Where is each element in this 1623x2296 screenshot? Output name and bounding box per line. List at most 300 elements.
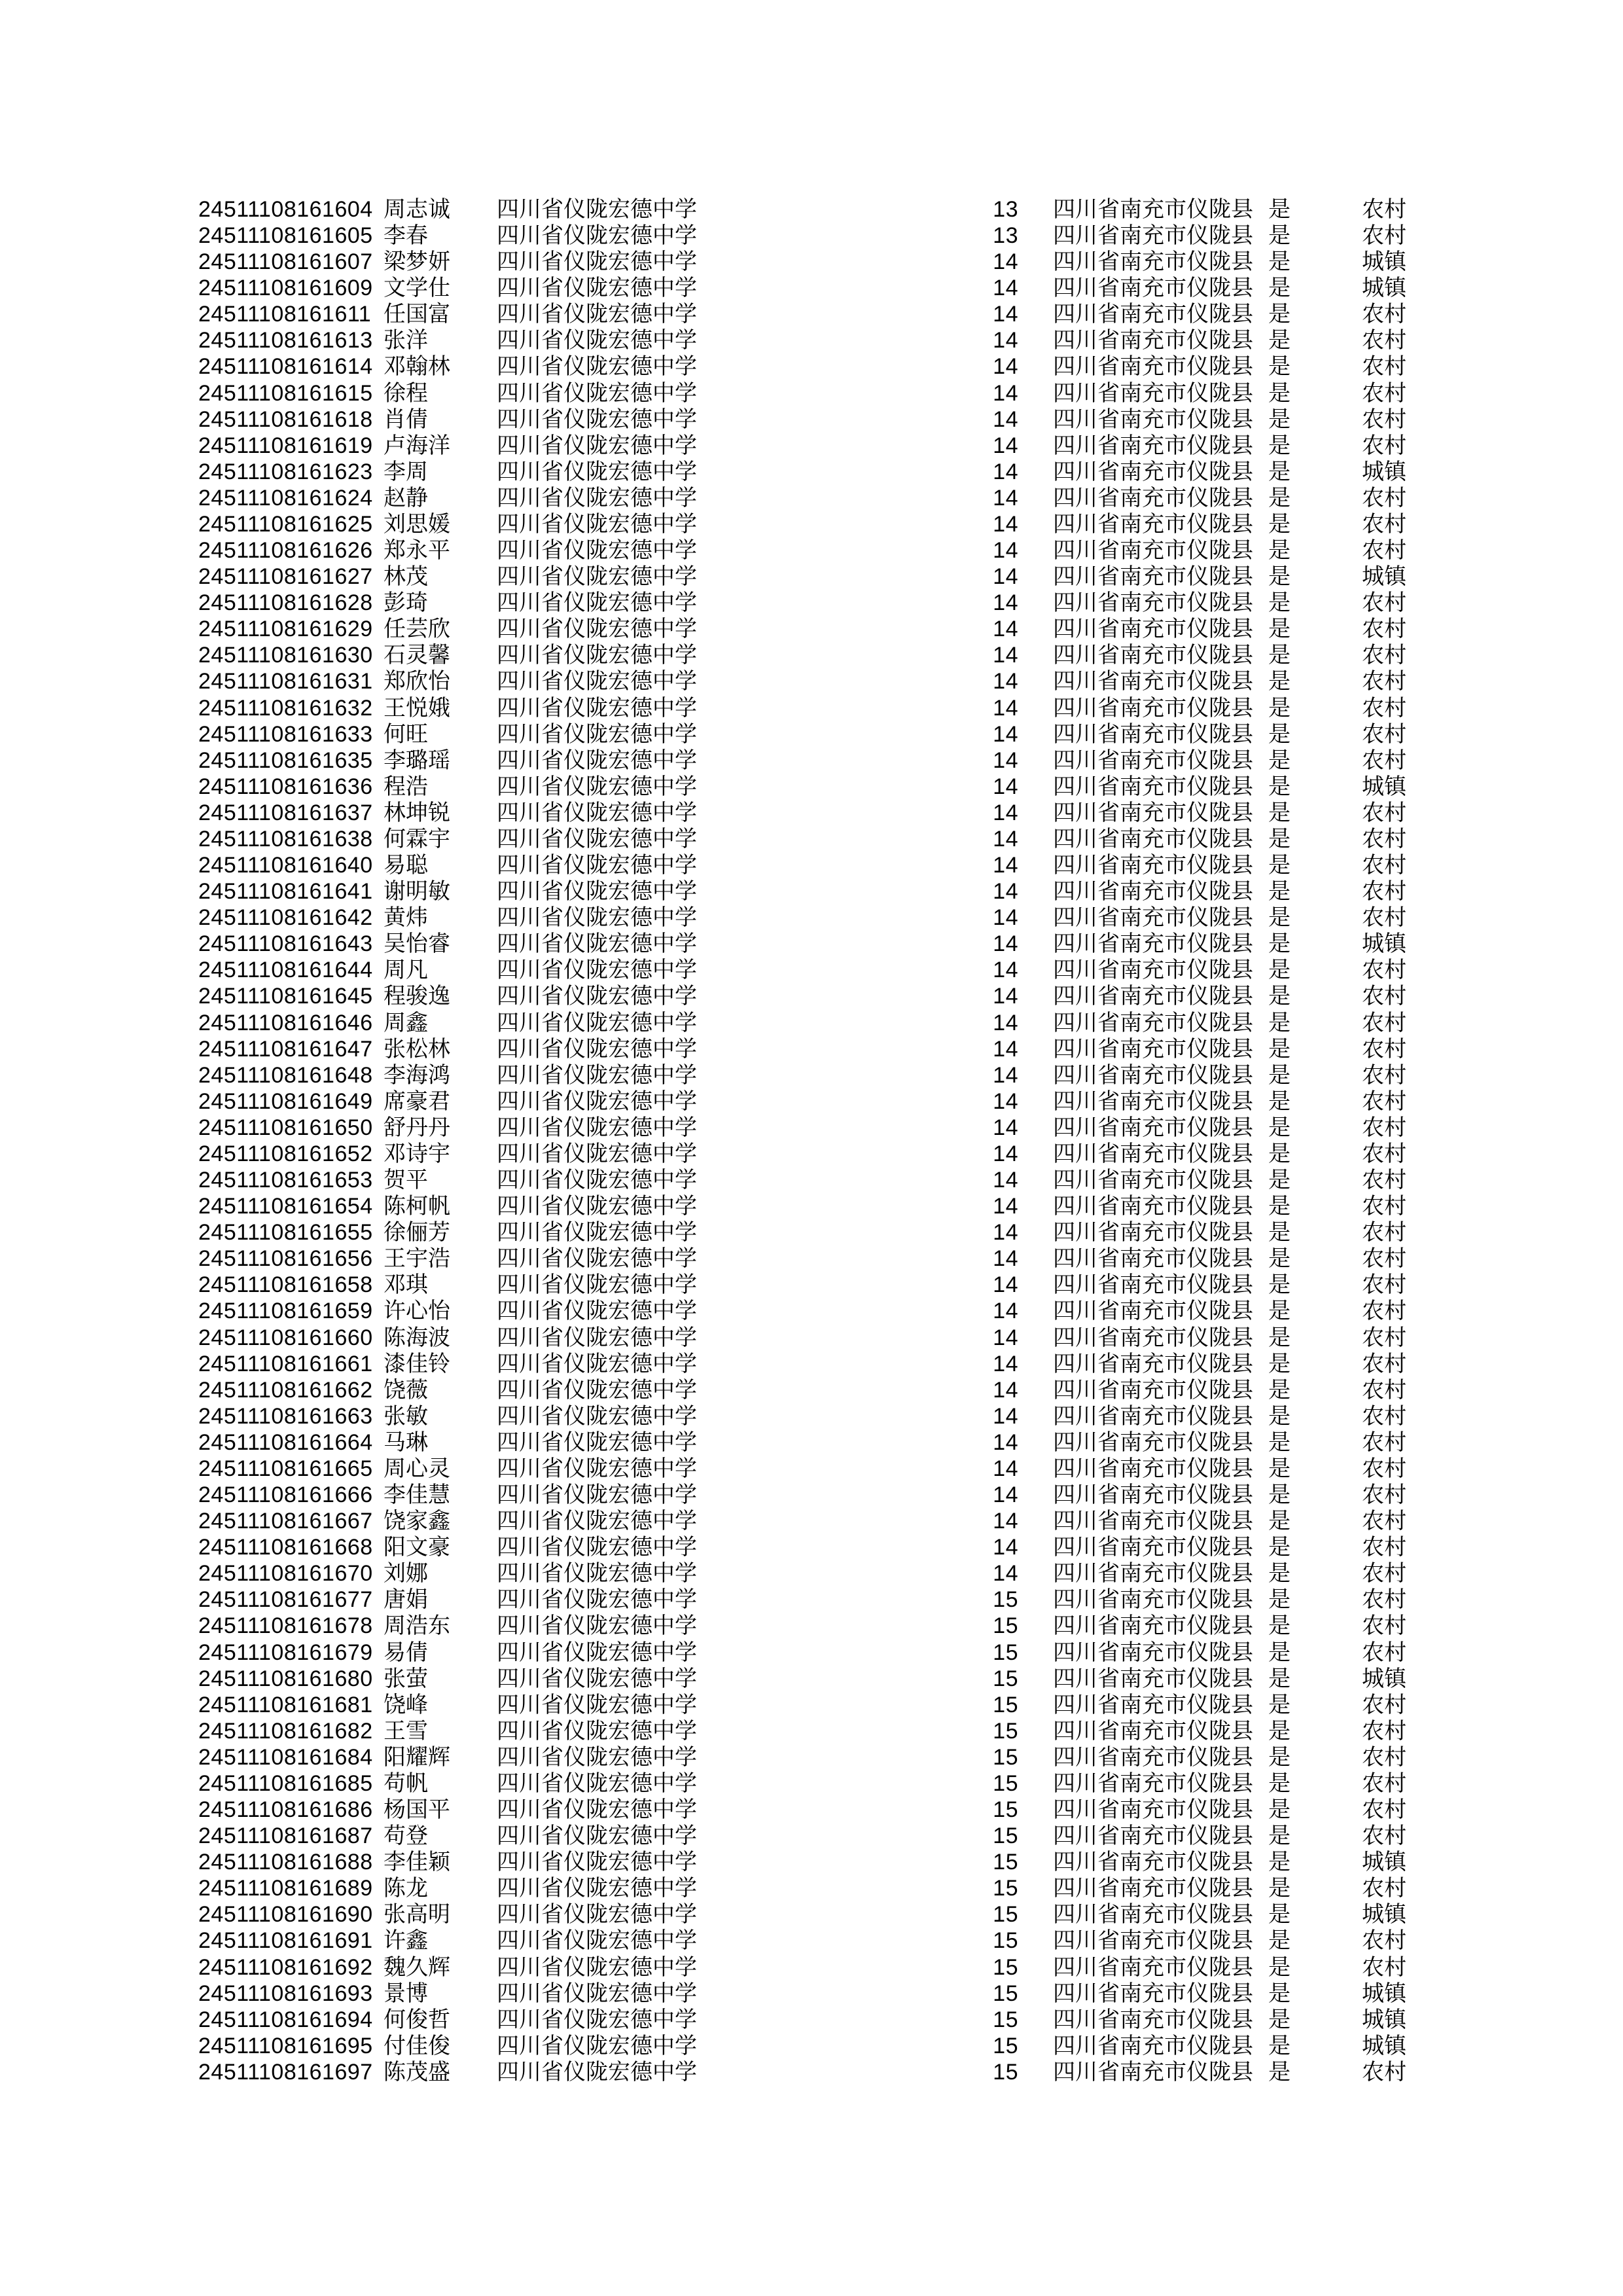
- cell-age: 14: [993, 774, 1018, 799]
- cell-age: 13: [993, 197, 1018, 222]
- table-row: [0, 1954, 1623, 1981]
- table-row: [0, 1744, 1623, 1771]
- table-row: [0, 1456, 1623, 1482]
- cell-student-name: 程骏逸: [383, 983, 450, 1010]
- cell-age: 15: [993, 1744, 1018, 1770]
- cell-school-name: 四川省仪陇宏德中学: [497, 537, 697, 564]
- cell-student-name: 周凡: [383, 957, 428, 984]
- cell-exam-id: 24511108161614: [198, 354, 373, 380]
- cell-district: 四川省南充市仪陇县: [1053, 1088, 1253, 1115]
- cell-student-name: 张松林: [383, 1035, 450, 1062]
- cell-residence-type: 城镇: [1362, 564, 1406, 590]
- cell-school-name: 四川省仪陇宏德中学: [497, 799, 697, 826]
- cell-student-name: 郑永平: [383, 537, 450, 564]
- cell-student-name: 徐俪芳: [383, 1219, 450, 1246]
- cell-student-name: 贺平: [383, 1167, 428, 1194]
- cell-exam-id: 24511108161623: [198, 459, 373, 484]
- cell-residence-type: 农村: [1362, 905, 1406, 931]
- cell-district: 四川省南充市仪陇县: [1053, 484, 1253, 511]
- cell-student-name: 李佳慧: [383, 1482, 450, 1509]
- cell-enrolled-flag: 是: [1268, 1167, 1291, 1194]
- cell-exam-id: 24511108161637: [198, 800, 373, 825]
- cell-student-name: 周心灵: [383, 1455, 450, 1482]
- cell-student-name: 周鑫: [383, 1009, 428, 1036]
- table-row: [0, 2007, 1623, 2034]
- cell-enrolled-flag: 是: [1268, 1350, 1291, 1377]
- cell-enrolled-flag: 是: [1268, 1035, 1291, 1062]
- cell-residence-type: 农村: [1362, 590, 1406, 617]
- cell-enrolled-flag: 是: [1268, 1403, 1291, 1429]
- cell-exam-id: 24511108161648: [198, 1062, 373, 1088]
- cell-exam-id: 24511108161684: [198, 1744, 373, 1770]
- cell-exam-id: 24511108161697: [198, 2059, 373, 2085]
- cell-age: 15: [993, 2059, 1018, 2085]
- cell-school-name: 四川省仪陇宏德中学: [497, 1455, 697, 1482]
- cell-district: 四川省南充市仪陇县: [1053, 353, 1253, 380]
- cell-residence-type: 农村: [1362, 1954, 1406, 1981]
- cell-enrolled-flag: 是: [1268, 1901, 1291, 1928]
- cell-school-name: 四川省仪陇宏德中学: [497, 1508, 697, 1535]
- table-row: [0, 1718, 1623, 1745]
- cell-residence-type: 城镇: [1362, 931, 1406, 958]
- cell-student-name: 易倩: [383, 1639, 428, 1666]
- cell-age: 14: [993, 721, 1018, 747]
- cell-student-name: 陈海波: [383, 1324, 450, 1351]
- cell-school-name: 四川省仪陇宏德中学: [497, 773, 697, 800]
- cell-enrolled-flag: 是: [1268, 1062, 1291, 1088]
- cell-residence-type: 农村: [1362, 1560, 1406, 1587]
- cell-residence-type: 农村: [1362, 1508, 1406, 1535]
- cell-district: 四川省南充市仪陇县: [1053, 1482, 1253, 1509]
- cell-exam-id: 24511108161687: [198, 1823, 373, 1849]
- cell-age: 15: [993, 1587, 1018, 1613]
- table-row: [0, 826, 1623, 853]
- cell-school-name: 四川省仪陇宏德中学: [497, 1324, 697, 1351]
- cell-exam-id: 24511108161691: [198, 1928, 373, 1954]
- cell-age: 14: [993, 1535, 1018, 1560]
- table-row: [0, 1534, 1623, 1561]
- cell-district: 四川省南充市仪陇县: [1053, 537, 1253, 564]
- cell-student-name: 赵静: [383, 484, 428, 511]
- cell-district: 四川省南充市仪陇县: [1053, 1455, 1253, 1482]
- cell-district: 四川省南充市仪陇县: [1053, 931, 1253, 958]
- cell-residence-type: 农村: [1362, 1823, 1406, 1850]
- cell-residence-type: 农村: [1362, 1272, 1406, 1299]
- cell-student-name: 王雪: [383, 1717, 428, 1744]
- cell-school-name: 四川省仪陇宏德中学: [497, 1482, 697, 1509]
- table-row: [0, 1797, 1623, 1823]
- cell-age: 14: [993, 1482, 1018, 1508]
- cell-exam-id: 24511108161640: [198, 853, 373, 878]
- cell-exam-id: 24511108161693: [198, 1981, 373, 2006]
- table-row: [0, 1692, 1623, 1719]
- cell-exam-id: 24511108161685: [198, 1770, 373, 1796]
- table-row: [0, 1088, 1623, 1115]
- table-row: [0, 1928, 1623, 1954]
- cell-age: 14: [993, 1272, 1018, 1298]
- cell-residence-type: 城镇: [1362, 773, 1406, 800]
- cell-exam-id: 24511108161630: [198, 643, 373, 668]
- cell-school-name: 四川省仪陇宏德中学: [497, 1376, 697, 1403]
- cell-enrolled-flag: 是: [1268, 1246, 1291, 1272]
- cell-residence-type: 农村: [1362, 1035, 1406, 1062]
- cell-residence-type: 农村: [1362, 1403, 1406, 1429]
- cell-student-name: 易聪: [383, 852, 428, 879]
- cell-residence-type: 城镇: [1362, 275, 1406, 302]
- cell-enrolled-flag: 是: [1268, 1272, 1291, 1299]
- cell-enrolled-flag: 是: [1268, 432, 1291, 459]
- cell-exam-id: 24511108161644: [198, 958, 373, 983]
- cell-student-name: 林茂: [383, 564, 428, 590]
- cell-enrolled-flag: 是: [1268, 1376, 1291, 1403]
- cell-district: 四川省南充市仪陇县: [1053, 590, 1253, 617]
- cell-district: 四川省南充市仪陇县: [1053, 1587, 1253, 1613]
- cell-residence-type: 农村: [1362, 1114, 1406, 1141]
- cell-school-name: 四川省仪陇宏德中学: [497, 1901, 697, 1928]
- cell-residence-type: 农村: [1362, 327, 1406, 354]
- cell-student-name: 任芸欣: [383, 616, 450, 643]
- cell-enrolled-flag: 是: [1268, 1114, 1291, 1141]
- table-row: [0, 1587, 1623, 1613]
- cell-enrolled-flag: 是: [1268, 301, 1291, 328]
- cell-student-name: 陈茂盛: [383, 2058, 450, 2085]
- cell-exam-id: 24511108161631: [198, 669, 373, 694]
- cell-enrolled-flag: 是: [1268, 1140, 1291, 1167]
- cell-age: 14: [993, 511, 1018, 537]
- cell-exam-id: 24511108161652: [198, 1141, 373, 1166]
- cell-exam-id: 24511108161632: [198, 695, 373, 721]
- cell-school-name: 四川省仪陇宏德中学: [497, 2058, 697, 2085]
- cell-district: 四川省南充市仪陇县: [1053, 223, 1253, 249]
- cell-residence-type: 农村: [1362, 1744, 1406, 1770]
- cell-exam-id: 24511108161679: [198, 1640, 373, 1665]
- cell-enrolled-flag: 是: [1268, 327, 1291, 354]
- cell-school-name: 四川省仪陇宏德中学: [497, 1009, 697, 1036]
- cell-residence-type: 城镇: [1362, 1980, 1406, 2007]
- cell-student-name: 何霖宇: [383, 825, 450, 852]
- cell-district: 四川省南充市仪陇县: [1053, 1376, 1253, 1403]
- cell-district: 四川省南充市仪陇县: [1053, 1272, 1253, 1299]
- cell-exam-id: 24511108161624: [198, 485, 373, 511]
- cell-district: 四川省南充市仪陇县: [1053, 1639, 1253, 1666]
- cell-exam-id: 24511108161690: [198, 1902, 373, 1928]
- cell-student-name: 梁梦妍: [383, 249, 450, 276]
- cell-enrolled-flag: 是: [1268, 747, 1291, 774]
- cell-age: 14: [993, 538, 1018, 564]
- cell-enrolled-flag: 是: [1268, 380, 1291, 406]
- cell-student-name: 任国富: [383, 301, 450, 328]
- table-row: [0, 2033, 1623, 2060]
- cell-district: 四川省南充市仪陇县: [1053, 1403, 1253, 1429]
- cell-enrolled-flag: 是: [1268, 1009, 1291, 1036]
- cell-enrolled-flag: 是: [1268, 1665, 1291, 1692]
- cell-age: 14: [993, 485, 1018, 511]
- cell-enrolled-flag: 是: [1268, 1613, 1291, 1640]
- cell-school-name: 四川省仪陇宏德中学: [497, 642, 697, 669]
- cell-exam-id: 24511108161660: [198, 1325, 373, 1350]
- cell-school-name: 四川省仪陇宏德中学: [497, 1665, 697, 1692]
- cell-age: 14: [993, 800, 1018, 825]
- cell-student-name: 刘思媛: [383, 511, 450, 537]
- table-row: [0, 1219, 1623, 1246]
- cell-exam-id: 24511108161647: [198, 1036, 373, 1062]
- cell-enrolled-flag: 是: [1268, 1508, 1291, 1535]
- table-row: [0, 1429, 1623, 1456]
- cell-residence-type: 农村: [1362, 957, 1406, 984]
- table-row: [0, 642, 1623, 669]
- table-row: [0, 406, 1623, 433]
- table-row: [0, 1167, 1623, 1194]
- cell-residence-type: 城镇: [1362, 1849, 1406, 1876]
- table-row: [0, 774, 1623, 800]
- cell-enrolled-flag: 是: [1268, 1875, 1291, 1902]
- cell-district: 四川省南充市仪陇县: [1053, 1429, 1253, 1456]
- cell-student-name: 张萤: [383, 1665, 428, 1692]
- table-row: [0, 1613, 1623, 1640]
- cell-school-name: 四川省仪陇宏德中学: [497, 380, 697, 406]
- cell-exam-id: 24511108161635: [198, 747, 373, 773]
- cell-enrolled-flag: 是: [1268, 1717, 1291, 1744]
- cell-school-name: 四川省仪陇宏德中学: [497, 458, 697, 485]
- cell-age: 14: [993, 433, 1018, 458]
- cell-school-name: 四川省仪陇宏德中学: [497, 301, 697, 328]
- cell-age: 15: [993, 1797, 1018, 1823]
- cell-exam-id: 24511108161636: [198, 774, 373, 799]
- cell-enrolled-flag: 是: [1268, 1980, 1291, 2007]
- table-row: [0, 1849, 1623, 1876]
- cell-enrolled-flag: 是: [1268, 799, 1291, 826]
- cell-age: 14: [993, 1377, 1018, 1403]
- cell-district: 四川省南充市仪陇县: [1053, 1219, 1253, 1246]
- cell-enrolled-flag: 是: [1268, 1954, 1291, 1981]
- cell-school-name: 四川省仪陇宏德中学: [497, 1691, 697, 1718]
- cell-exam-id: 24511108161678: [198, 1613, 373, 1639]
- cell-district: 四川省南充市仪陇县: [1053, 380, 1253, 406]
- cell-district: 四川省南充市仪陇县: [1053, 616, 1253, 643]
- cell-exam-id: 24511108161692: [198, 1954, 373, 1980]
- cell-residence-type: 农村: [1362, 799, 1406, 826]
- cell-enrolled-flag: 是: [1268, 1849, 1291, 1876]
- cell-enrolled-flag: 是: [1268, 878, 1291, 905]
- cell-exam-id: 24511108161642: [198, 905, 373, 931]
- cell-age: 15: [993, 1692, 1018, 1717]
- table-row: [0, 249, 1623, 276]
- cell-exam-id: 24511108161664: [198, 1429, 373, 1455]
- cell-enrolled-flag: 是: [1268, 1534, 1291, 1561]
- cell-enrolled-flag: 是: [1268, 223, 1291, 249]
- cell-enrolled-flag: 是: [1268, 1455, 1291, 1482]
- cell-residence-type: 农村: [1362, 825, 1406, 852]
- cell-enrolled-flag: 是: [1268, 616, 1291, 643]
- cell-student-name: 漆佳铃: [383, 1350, 450, 1377]
- table-row: [0, 800, 1623, 827]
- cell-district: 四川省南充市仪陇县: [1053, 1167, 1253, 1194]
- cell-age: 14: [993, 1299, 1018, 1324]
- cell-school-name: 四川省仪陇宏德中学: [497, 484, 697, 511]
- cell-district: 四川省南充市仪陇县: [1053, 1350, 1253, 1377]
- cell-exam-id: 24511108161670: [198, 1561, 373, 1587]
- cell-age: 14: [993, 354, 1018, 380]
- cell-residence-type: 城镇: [1362, 2032, 1406, 2059]
- cell-school-name: 四川省仪陇宏德中学: [497, 2032, 697, 2059]
- cell-residence-type: 农村: [1362, 668, 1406, 695]
- cell-district: 四川省南充市仪陇县: [1053, 564, 1253, 590]
- cell-student-name: 陈柯帆: [383, 1193, 450, 1220]
- cell-age: 15: [993, 1770, 1018, 1796]
- cell-district: 四川省南充市仪陇县: [1053, 2006, 1253, 2033]
- cell-age: 14: [993, 302, 1018, 327]
- table-row: [0, 747, 1623, 774]
- cell-student-name: 吴怡睿: [383, 931, 450, 958]
- cell-exam-id: 24511108161619: [198, 433, 373, 458]
- table-row: [0, 485, 1623, 512]
- table-row: [0, 957, 1623, 984]
- cell-residence-type: 农村: [1362, 1928, 1406, 1954]
- cell-student-name: 张洋: [383, 327, 428, 354]
- cell-school-name: 四川省仪陇宏德中学: [497, 590, 697, 617]
- cell-district: 四川省南充市仪陇县: [1053, 1324, 1253, 1351]
- cell-residence-type: 农村: [1362, 2058, 1406, 2085]
- cell-residence-type: 农村: [1362, 983, 1406, 1010]
- table-row: [0, 433, 1623, 459]
- table-row: [0, 564, 1623, 590]
- cell-exam-id: 24511108161604: [198, 197, 373, 222]
- cell-residence-type: 农村: [1362, 1587, 1406, 1613]
- cell-enrolled-flag: 是: [1268, 1691, 1291, 1718]
- cell-district: 四川省南充市仪陇县: [1053, 432, 1253, 459]
- cell-district: 四川省南充市仪陇县: [1053, 1114, 1253, 1141]
- cell-district: 四川省南充市仪陇县: [1053, 1534, 1253, 1561]
- cell-student-name: 景博: [383, 1980, 428, 2007]
- cell-school-name: 四川省仪陇宏德中学: [497, 1875, 697, 1902]
- cell-district: 四川省南充市仪陇县: [1053, 1875, 1253, 1902]
- cell-exam-id: 24511108161695: [198, 2033, 373, 2058]
- cell-district: 四川省南充市仪陇县: [1053, 1508, 1253, 1535]
- cell-exam-id: 24511108161625: [198, 511, 373, 537]
- cell-exam-id: 24511108161626: [198, 538, 373, 564]
- cell-enrolled-flag: 是: [1268, 458, 1291, 485]
- cell-age: 14: [993, 1088, 1018, 1114]
- cell-student-name: 程浩: [383, 773, 428, 800]
- cell-student-name: 张高明: [383, 1901, 450, 1928]
- cell-age: 14: [993, 1246, 1018, 1272]
- cell-student-name: 黄炜: [383, 905, 428, 931]
- cell-student-name: 付佳俊: [383, 2032, 450, 2059]
- cell-student-name: 邓诗宇: [383, 1140, 450, 1167]
- cell-student-name: 肖倩: [383, 406, 428, 433]
- cell-age: 14: [993, 747, 1018, 773]
- cell-district: 四川省南充市仪陇县: [1053, 1691, 1253, 1718]
- cell-age: 14: [993, 459, 1018, 484]
- table-row: [0, 459, 1623, 486]
- cell-age: 15: [993, 1613, 1018, 1639]
- cell-exam-id: 24511108161694: [198, 2007, 373, 2032]
- cell-age: 14: [993, 380, 1018, 406]
- cell-residence-type: 城镇: [1362, 458, 1406, 485]
- table-row: [0, 301, 1623, 328]
- cell-enrolled-flag: 是: [1268, 957, 1291, 984]
- cell-district: 四川省南充市仪陇县: [1053, 1009, 1253, 1036]
- cell-residence-type: 农村: [1362, 380, 1406, 406]
- table-row: [0, 1823, 1623, 1850]
- table-row: [0, 223, 1623, 249]
- cell-district: 四川省南充市仪陇县: [1053, 905, 1253, 931]
- cell-student-name: 席豪君: [383, 1088, 450, 1115]
- table-row: [0, 1036, 1623, 1063]
- table-row: [0, 1981, 1623, 2007]
- cell-student-name: 唐娟: [383, 1587, 428, 1613]
- cell-student-name: 林坤锐: [383, 799, 450, 826]
- cell-district: 四川省南充市仪陇县: [1053, 747, 1253, 774]
- cell-student-name: 许心怡: [383, 1298, 450, 1325]
- table-row: [0, 1377, 1623, 1404]
- cell-age: 14: [993, 1429, 1018, 1455]
- cell-exam-id: 24511108161641: [198, 879, 373, 905]
- cell-age: 14: [993, 564, 1018, 590]
- cell-district: 四川省南充市仪陇县: [1053, 1560, 1253, 1587]
- cell-enrolled-flag: 是: [1268, 1560, 1291, 1587]
- table-row: [0, 196, 1623, 223]
- cell-exam-id: 24511108161649: [198, 1088, 373, 1114]
- cell-age: 15: [993, 1718, 1018, 1744]
- cell-school-name: 四川省仪陇宏德中学: [497, 1849, 697, 1876]
- cell-district: 四川省南充市仪陇县: [1053, 983, 1253, 1010]
- table-row: [0, 1875, 1623, 1902]
- cell-residence-type: 农村: [1362, 1482, 1406, 1509]
- cell-residence-type: 农村: [1362, 1455, 1406, 1482]
- cell-school-name: 四川省仪陇宏德中学: [497, 1246, 697, 1272]
- cell-district: 四川省南充市仪陇县: [1053, 1770, 1253, 1797]
- cell-enrolled-flag: 是: [1268, 852, 1291, 879]
- cell-age: 14: [993, 1403, 1018, 1429]
- cell-district: 四川省南充市仪陇县: [1053, 852, 1253, 879]
- cell-enrolled-flag: 是: [1268, 2032, 1291, 2059]
- cell-district: 四川省南充市仪陇县: [1053, 1140, 1253, 1167]
- cell-district: 四川省南充市仪陇县: [1053, 1954, 1253, 1981]
- table-row: [0, 1246, 1623, 1272]
- cell-age: 14: [993, 1351, 1018, 1376]
- cell-exam-id: 24511108161686: [198, 1797, 373, 1823]
- cell-school-name: 四川省仪陇宏德中学: [497, 1350, 697, 1377]
- cell-exam-id: 24511108161681: [198, 1692, 373, 1717]
- cell-enrolled-flag: 是: [1268, 196, 1291, 223]
- cell-residence-type: 农村: [1362, 1062, 1406, 1088]
- cell-school-name: 四川省仪陇宏德中学: [497, 931, 697, 958]
- cell-school-name: 四川省仪陇宏德中学: [497, 1140, 697, 1167]
- cell-exam-id: 24511108161633: [198, 721, 373, 747]
- cell-age: 15: [993, 1666, 1018, 1691]
- cell-district: 四川省南充市仪陇县: [1053, 1901, 1253, 1928]
- cell-residence-type: 农村: [1362, 1691, 1406, 1718]
- cell-enrolled-flag: 是: [1268, 406, 1291, 433]
- cell-district: 四川省南充市仪陇县: [1053, 1193, 1253, 1220]
- cell-district: 四川省南充市仪陇县: [1053, 694, 1253, 721]
- cell-age: 14: [993, 643, 1018, 668]
- table-row: [0, 616, 1623, 643]
- cell-school-name: 四川省仪陇宏德中学: [497, 878, 697, 905]
- cell-age: 15: [993, 1928, 1018, 1954]
- cell-school-name: 四川省仪陇宏德中学: [497, 1088, 697, 1115]
- cell-residence-type: 农村: [1362, 406, 1406, 433]
- cell-enrolled-flag: 是: [1268, 564, 1291, 590]
- cell-exam-id: 24511108161655: [198, 1220, 373, 1246]
- cell-enrolled-flag: 是: [1268, 537, 1291, 564]
- cell-school-name: 四川省仪陇宏德中学: [497, 406, 697, 433]
- cell-school-name: 四川省仪陇宏德中学: [497, 1797, 697, 1823]
- cell-school-name: 四川省仪陇宏德中学: [497, 1717, 697, 1744]
- cell-residence-type: 农村: [1362, 1376, 1406, 1403]
- cell-district: 四川省南充市仪陇县: [1053, 2032, 1253, 2059]
